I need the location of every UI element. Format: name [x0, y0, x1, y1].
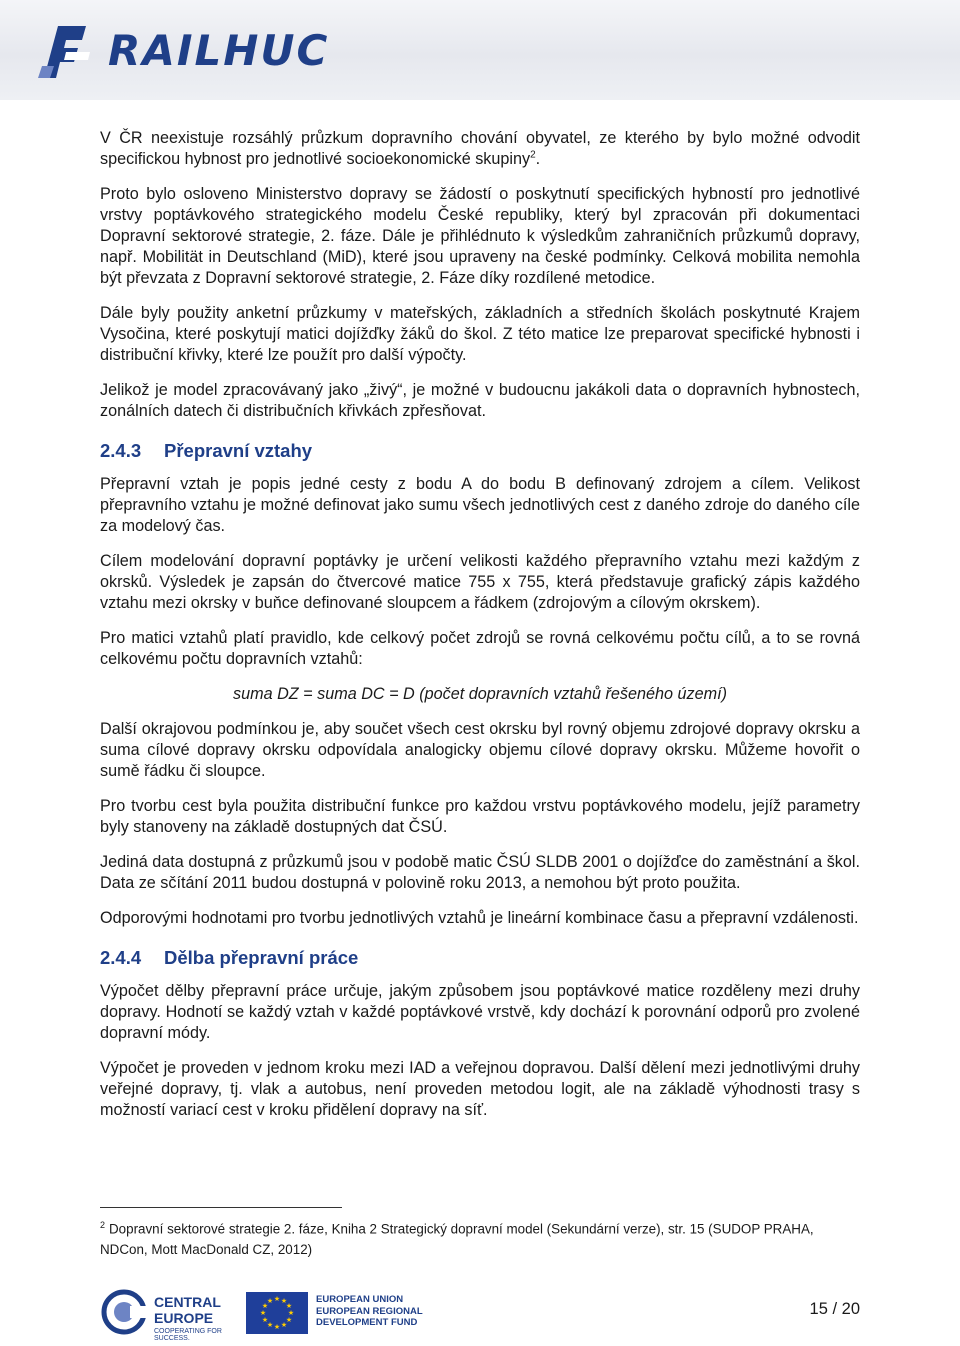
- footnote-text: Dopravní sektorové strategie 2. fáze, Kniha 2 Strategický dopravní model (Sekundární verze), str. 15 (SUDOP PRAHA, NDCon, Mott MacDonald CZ, 2012): [100, 1221, 814, 1258]
- paragraph: Jelikož je model zpracovávaný jako „živý“, je možné v budoucnu jakákoli data o dopravních hybnostech, zonálních datech či distribučních křivkách zpřesňovat.: [100, 381, 860, 420]
- paragraph: Proto bylo osloveno Ministerstvo dopravy se žádostí o poskytnutí specifických hybností pro jednotlivé vrstvy poptávkového strategického modelu České republiky, který byl zpracován při dokumentaci Dopravní sektorové strategie, 2. fáze. Dále je přihlédnuto k výsledkům zahraničních průzkumů dopravy, např. Mobilität in Deutschland (MiD), které jsou upraveny na české podmínky. Celková mobilita nemohla být převzata z Dopravní sektorové strategie, 2. Fáze díky rozdílené metodice.: [100, 185, 860, 287]
- central-europe-tagline: COOPERATING FOR SUCCESS.: [154, 1328, 222, 1342]
- footnote-divider: [100, 1207, 342, 1208]
- svg-text:★: ★: [273, 1323, 281, 1331]
- section-number: 2.4.4: [100, 947, 142, 968]
- svg-text:★: ★: [280, 1321, 288, 1329]
- paragraph: Dále byly použity anketní průzkumy v mateřských, základních a středních školách poskytnuté Krajem Vysočina, které poskytují matici dojížďky žáků do škol. Z této matice lze preparovat specifické hybnosti i distribuční křivky, které lze použít pro další výpočty.: [100, 304, 860, 364]
- footnote-ref: 2: [530, 149, 536, 161]
- svg-text:★: ★: [280, 1297, 288, 1305]
- paragraph: Pro matici vztahů platí pravidlo, kde celkový počet zdrojů se rovná celkovému počtu cílů, a to se rovná celkovému počtu dopravních vztahů:: [100, 629, 860, 668]
- svg-text:★: ★: [259, 1309, 267, 1317]
- svg-text:★: ★: [261, 1316, 269, 1324]
- paragraph: Jediná data dostupná z průzkumů jsou v podobě matic ČSÚ SLDB 2001 o dojížďce do zaměstnání a škol. Data ze sčítání 2011 budou dostupná v polovině roku 2013, a nemohou být proto použita.: [100, 853, 860, 892]
- railhuc-logo-mark-icon: [36, 22, 106, 82]
- eu-fund-text: EUROPEAN UNION EUROPEAN REGIONAL DEVELOPMENT FUND: [316, 1294, 423, 1328]
- central-europe-mark-icon: [100, 1288, 150, 1336]
- svg-text:★: ★: [266, 1321, 274, 1329]
- svg-text:★: ★: [266, 1297, 274, 1305]
- page-header: [0, 0, 960, 100]
- logo-text: RAILHUC: [108, 26, 330, 75]
- paragraph: Odporovými hodnotami pro tvorbu jednotlivých vztahů je lineární kombinace času a přepravní vzdálenosti.: [100, 909, 859, 927]
- section-title: Přepravní vztahy: [164, 440, 313, 461]
- paragraph: Další okrajovou podmínkou je, aby součet všech cest okrsku byl rovný objemu zdrojové dopravy okrsku a suma cílové dopravy okrsku odpovídala analogicky objemu cílové dopravy okrsku. Můžeme hovořit o sumě řádku či sloupce.: [100, 720, 860, 780]
- section-number: 2.4.3: [100, 440, 142, 461]
- paragraph: Pro tvorbu cest byla použita distribuční funkce pro každou vrstvu poptávkového modelu, jejíž parametry byly stanoveny na základě dostupných dat ČSÚ.: [100, 797, 860, 836]
- paragraph: Cílem modelování dopravní poptávky je určení velikosti každého přepravního vztahu mezi každým z okrsků. Výsledek je zapsán do čtvercové matice 755 x 755, která představuje grafický zápis každého vztahu mezi okrsky v buňce definované sloupcem a řádkem (zdrojovým a cílovým okrskem).: [100, 552, 860, 612]
- svg-text:★: ★: [285, 1316, 293, 1324]
- svg-text:★: ★: [261, 1302, 269, 1310]
- svg-text:★: ★: [285, 1302, 293, 1310]
- paragraph: Výpočet je proveden v jednom kroku mezi IAD a veřejnou dopravou. Další dělení mezi jednotlivými druhy veřejné dopravy, tj. vlak a autobus, není proveden metodou logit, ale na základě výhodnosti trasy s možností variací cest v kroku přidělení dopravy na síť.: [100, 1059, 860, 1119]
- section-heading: [100, 947, 860, 969]
- railhuc-logo: [36, 22, 330, 82]
- eu-flag-icon: [246, 1292, 308, 1334]
- page-footer: [0, 1288, 960, 1346]
- section-heading: [100, 440, 860, 462]
- central-europe-text: CENTRAL EUROPE: [154, 1294, 221, 1326]
- svg-text:★: ★: [273, 1295, 281, 1303]
- paragraph: Přepravní vztah je popis jedné cesty z bodu A do bodu B definovaný zdrojem a cílem. Velikost přepravního vztahu je možné definovat jako sumu všech jednotlivých cest z daného zdroje do daného cíle za modelový čas.: [100, 475, 860, 535]
- document-body: [100, 128, 860, 1135]
- paragraph: Výpočet dělby přepravní práce určuje, jakým způsobem jsou poptávkové matice rozděleny mezi druhy dopravy. Hodnotí se každý vztah v každé poptávkové vrstvě, kdy dochází k porovnání odporů pro zvolené dopravní módy.: [100, 982, 860, 1042]
- footnote: [100, 1215, 860, 1260]
- svg-text:★: ★: [287, 1309, 295, 1317]
- formula: suma DZ = suma DC = D (počet dopravních vztahů řešeného území): [233, 685, 727, 703]
- footnote-number: 2: [100, 1220, 106, 1230]
- paragraph: V ČR neexistuje rozsáhlý průzkum dopravního chování obyvatel, ze kterého by bylo možné odvodit specifickou hybnost pro jednotlivé socioekonomické skupiny$^2$.: [100, 129, 860, 168]
- page-number: 15 / 20: [809, 1300, 860, 1318]
- central-europe-logo: [100, 1288, 236, 1342]
- section-title: Dělba přepravní práce: [164, 947, 359, 968]
